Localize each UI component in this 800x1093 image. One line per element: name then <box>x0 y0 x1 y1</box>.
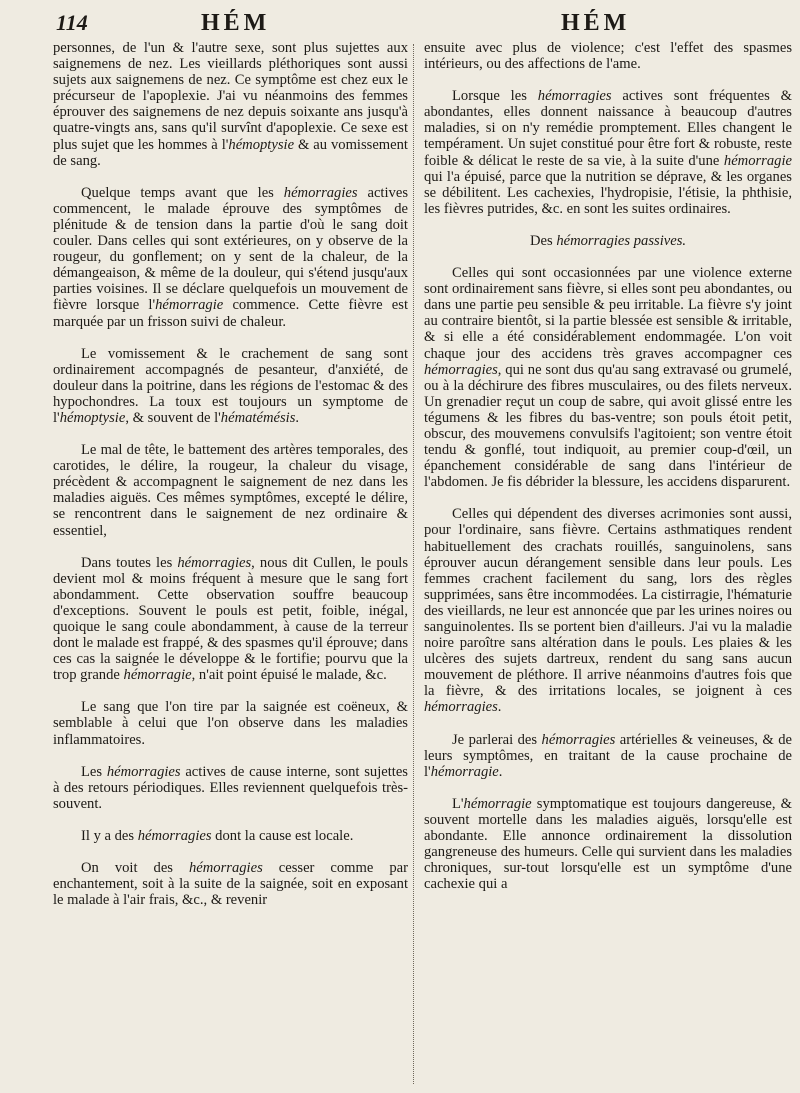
running-title-left: HÉM <box>201 10 271 36</box>
running-header <box>56 8 788 42</box>
paragraph: ensuite avec plus de violence; c'est l'effet des spasmes intérieurs, ou des affections de l'ame. <box>424 40 792 73</box>
section-heading: Des hémorragies passives. <box>529 232 687 249</box>
paragraph: L'hémorragie symptomatique est toujours dangereuse, & souvent mortelle dans les maladies aiguës, lorsqu'elle est abondante. Elle annonce ordinairement la dissolution gangreneuse des humeurs. Celle qui survient dans les maladies chroniques, sur-tout lorsqu'elle est un symptôme d'une cachexie qui a <box>424 795 792 893</box>
paragraph: Quelque temps avant que les hémorragies actives commencent, le malade éprouve des symptômes de plénitude & de tension dans la partie d'où le sang doit couler. Dans celles qui sont extérieures, on y observe de la rougeur, du gonflement; on y sent de la chaleur, de la démangeaison, & même de la douleur, qui s'étend jusqu'aux parties voisines. Il se déclare quelquefois un mouvement de fièvre lorsque l'hémorragie commence. Cette fièvre est marquée par un frisson suivi de chaleur. <box>53 184 409 330</box>
paragraph: Les hémorragies actives de cause interne, sont sujettes à des retours périodiques. Elles reviennent quelquefois très-souvent. <box>53 763 408 812</box>
paragraph: Lorsque les hémorragies actives sont fréquentes & abondantes, elles donnent naissance à beaucoup d'autres maladies, si on n'y remédie promptement. Elles changent le tempérament. Un sujet constitué pour être fort & robuste, reste foible & délicat le reste de sa vie, à la suite d'une hémorragie qui l'a épuisé, parce que la nutrition se déprave, & les organes se débilitent. Les cachexies, l'hydropisie, l'étisie, la phthisie, les fièvres putrides, &c. en sont les suites ordinaires. <box>424 88 792 217</box>
paragraph: Celles qui sont occasionnées par une violence externe sont ordinairement sans fièvre, si elles sont peu abondantes, ou dans une partie peu sensible & peu irritable. La fièvre s'y joint au contraire bientôt, si la partie blessée est sensible & irritable, & si elle a été considérablement endommagée. L'on voit chaque jour des accidens très graves accompagner ces hémorragies, qui ne sont dus qu'au sang extravasé ou grumelé, ou à la déchirure des fibres musculaires, ou des filets nerveux. Un grenadier reçut un coup de sabre, qui avoit glissé entre les tégumens & les fibres du bas-ventre; son pouls étoit petit, obscur, des mouvemens convulsifs l'agitoient; son ventre étoit tendu & gonflé, tout indiquoit, au premier coup-d'œil, un épanchement considérable de sang dans l'intérieur de l'abdomen. Je fis débrider la blessure, les accidens disparurent. <box>424 265 792 491</box>
paragraph: Dans toutes les hémorragies, nous dit Cullen, le pouls devient mol & moins fréquent à mesure que le sang fort abondamment. Cette observation souffre beaucoup d'exceptions. Souvent le pouls est petit, foible, inégal, quoique le sang coule abondamment, à cause de la terreur dont le malade est frappé, & des spasmes qu'il éprouve; dans ces cas la saignée le développe & le fortifie; pourvu que la trop grande hémorragie, n'ait point épuisé le malade, &c. <box>53 554 408 684</box>
page-number: 114 <box>56 10 88 35</box>
paragraph: personnes, de l'un & l'autre sexe, sont plus sujettes aux saignemens de nez. Les vieillards pléthoriques sont aussi sujets aux saignemens de nez. Ce symptôme est chez eux le précurseur de l'apoplexie. J'ai vu néanmoins des femmes éprouver des saignemens de nez depuis soixante ans jusqu'à quatre-vingts ans, sans qu'il survînt d'apoplexie. Ce sexe est plus sujet que les hommes à l'hémoptysie & au vomissement de sang. <box>53 40 408 169</box>
paragraph: On voit des hémorragies cesser comme par enchantement, soit à la suite de la saignée, soit en exposant le malade à l'air frais, &c., & revenir <box>53 860 408 909</box>
paragraph: Celles qui dépendent des diverses acrimonies sont aussi, pour l'ordinaire, sans fièvre. Certains asthmatiques rendent habituellement des crachats rouillés, sanguinolens, sans éprouver aucun dérangement sensible dans leur pouls. Les femmes crachent facilement du sang, lors des règles supprimées, sans être incommodées. La cistirragie, l'hématurie des vieillards, ne leur est annoncée que par les urines noires ou sanguinolentes. Ils se portent bien d'ailleurs. J'ai vu la maladie noire paroître sans altération dans le pouls. Les plaies & les ulcères des sujets dartreux, rendent du sang sans aucun mouvement de pléthore. Il arrive néanmoins d'autres fois que la fièvre, & des irritations locales, se joignent à ces hémorragies. <box>424 506 792 716</box>
column-divider <box>413 44 414 1084</box>
left-column <box>53 40 408 924</box>
right-column <box>424 40 792 908</box>
paragraph: Le sang que l'on tire par la saignée est coëneux, & semblable à celui que l'on observe dans les maladies inflammatoires. <box>53 699 408 748</box>
paragraph: Le vomissement & le crachement de sang sont ordinairement accompagnés de pesanteur, d'anxiété, de douleur dans la poitrine, dans les régions de l'estomac & des hypochondres. La toux est toujours un symptome de l'hémoptysie, & souvent de l'hématémésis. <box>53 345 408 426</box>
paragraph: Je parlerai des hémorragies artérielles & veineuses, & de leurs symptômes, en traitant de la cause prochaine de l'hémorragie. <box>424 731 792 780</box>
running-title-right: HÉM <box>561 10 631 36</box>
paragraph: Le mal de tête, le battement des artères temporales, des carotides, le délire, la rougeur, la chaleur du visage, précèdent & accompagnent le saignement de nez dans les maladies aiguës. Ces mêmes symptômes, excepté le délire, se rencontrent dans le saignement de nez ordinaire & essentiel, <box>53 442 408 539</box>
paragraph: Il y a des hémorragies dont la cause est locale. <box>81 827 354 844</box>
